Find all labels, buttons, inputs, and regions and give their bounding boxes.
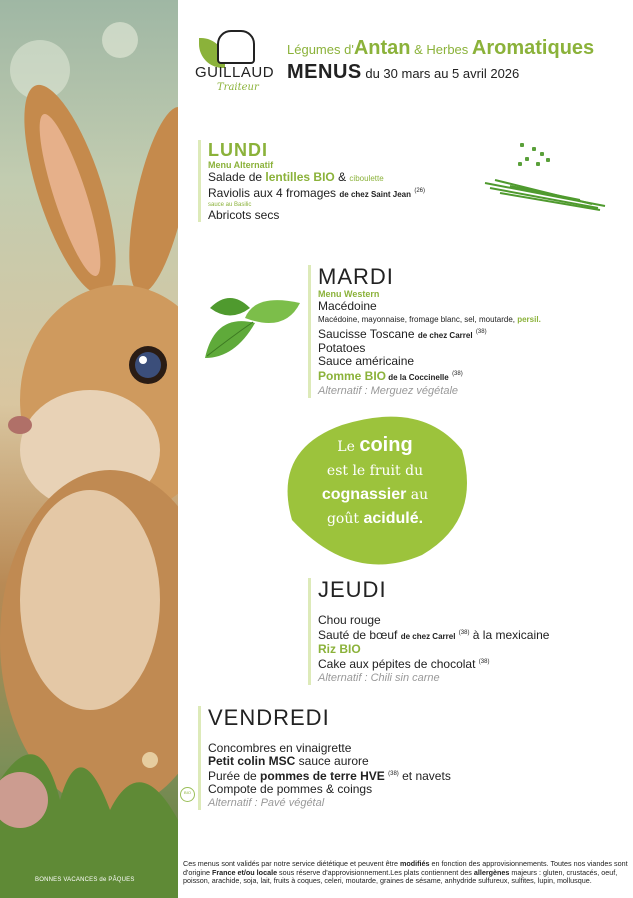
guillaud-logo (195, 30, 275, 100)
quince-fact-line: est le fruit du (326, 463, 424, 479)
quince-fact-line (290, 483, 460, 507)
dish-line (208, 755, 451, 768)
footer-text: sous réserve d'approvisionnement.Les plats contiennent des (277, 867, 474, 877)
dish-line (208, 171, 425, 185)
theme-text-4: Aromatiques (471, 37, 595, 59)
day-vendredi (198, 706, 451, 810)
dish-line: Riz BIO (318, 642, 361, 656)
dish-ref: (38) (458, 630, 470, 636)
footer-bold: modifiés (399, 859, 430, 868)
basil-illustration (195, 288, 305, 378)
fact-text: Le (337, 439, 360, 455)
alternative-dish: Alternatif : Merguez végétale (318, 385, 459, 397)
fact-highlight: acidulé. (363, 510, 424, 527)
dish-line (208, 185, 425, 201)
menus-word: MENUS (287, 61, 362, 83)
bio-badge-icon: BIO (180, 787, 195, 802)
dish-text: Sauté de bœuf (318, 628, 401, 642)
dish-highlight: Petit colin MSC (208, 754, 296, 768)
dish-text: à la mexicaine (469, 628, 550, 642)
dish-highlight: ciboulette (349, 174, 384, 183)
dish-text: Saucisse Toscane (318, 327, 418, 341)
dish-text: Raviolis aux 4 fromages (208, 186, 340, 200)
dish-origin: de chez Carrel (417, 331, 473, 340)
dish-text: et navets (398, 769, 451, 783)
chef-hat-icon (217, 30, 255, 64)
day-mardi (308, 265, 541, 398)
alternative-dish: Alternatif : Chili sin carne (318, 672, 440, 684)
dish-line: Abricots secs (208, 208, 280, 222)
easter-caption: BONNES VACANCES de PÂQUES (35, 877, 135, 883)
footer-text: majeurs : gluten, crustacés, oeuf, poisson, arachide, soja, lait, fruits à coques, celeri, moutarde, graines de sésame, anhydride sulfureux, sulfites, lupin, mollusque. (183, 867, 618, 885)
day-name-mardi: MARDI (318, 264, 394, 289)
dish-line: Compote de pommes & coings (208, 782, 373, 796)
quince-fact-line (290, 433, 460, 459)
theme-text-1: Légumes d' (287, 42, 354, 57)
dish-text: Salade de (208, 170, 266, 184)
footer-text: en fonction des approvisionnements. Toutes nos viandes sont d'origine (183, 859, 628, 877)
fact-text: goût (326, 511, 364, 527)
dish-line: Chou rouge (318, 613, 381, 627)
week-theme (287, 37, 594, 60)
dish-line: Sauce américaine (318, 354, 415, 368)
dish-note: sauce au Basilic (208, 202, 252, 208)
menu-tag-mardi: Menu Western (318, 289, 380, 299)
day-jeudi (308, 578, 549, 685)
dish-ref: (38) (452, 371, 463, 377)
dish-line (318, 627, 549, 643)
dish-highlight: lentilles BIO (265, 170, 335, 184)
dish-highlight: persil. (517, 315, 541, 324)
dish-line: Potatoes (318, 341, 366, 355)
logo-name: GUILLAUD (195, 64, 275, 81)
dish-line (318, 313, 541, 326)
quince-fact (290, 433, 460, 531)
dish-ref: (38) (388, 771, 399, 777)
dish-line: Macédoine (318, 299, 377, 313)
footer-bold: allergènes (473, 867, 510, 877)
dish-highlight: Pomme BIO (318, 369, 387, 383)
menus-title (287, 61, 519, 84)
logo-sub: Traiteur (217, 82, 259, 93)
fact-highlight: cognassier (321, 486, 407, 503)
day-name-jeudi: JEUDI (318, 577, 387, 602)
footer-text: Ces menus sont validés par notre service diététique et peuvent être (183, 859, 400, 868)
dish-ref: (26) (414, 188, 425, 194)
day-name-vendredi: VENDREDI (208, 705, 330, 730)
fact-highlight: coing (359, 434, 413, 456)
fact-text: au (406, 487, 429, 503)
dish-text: Cake aux pépites de chocolat (318, 657, 479, 671)
bunny-photo (0, 0, 178, 898)
dish-highlight: pommes de terre HVE (260, 769, 385, 783)
theme-text-2: Antan (353, 37, 411, 59)
dish-text: & (334, 170, 350, 184)
dish-line (318, 326, 541, 342)
day-name-lundi: LUNDI (208, 140, 268, 160)
alternative-dish: Alternatif : Pavé végétal (208, 797, 325, 809)
dish-ref: (38) (475, 329, 487, 335)
dish-line (318, 656, 549, 671)
dish-origin: de la Coccinelle (386, 373, 449, 382)
dish-text: Purée de (208, 769, 261, 783)
dish-text: Macédoine, mayonnaise, fromage blanc, sel, moutarde, (318, 315, 518, 324)
page-header (195, 25, 615, 105)
dish-ref: (38) (478, 659, 490, 665)
dish-origin: de chez Carrel (400, 632, 456, 641)
dish-line: Concombres en vinaigrette (208, 741, 352, 755)
allergen-footer (183, 860, 628, 886)
theme-text-3: & Herbes (410, 42, 472, 57)
date-range: du 30 mars au 5 avril 2026 (361, 66, 520, 81)
dish-line (318, 368, 541, 384)
dish-origin: de chez Saint Jean (339, 190, 411, 199)
chives-illustration (480, 138, 610, 213)
footer-bold: France et/ou locale (211, 867, 278, 877)
dish-text: sauce aurore (295, 754, 369, 768)
quince-fact-line (290, 507, 460, 531)
day-lundi (198, 140, 425, 222)
menu-tag-lundi: Menu Alternatif (208, 160, 274, 170)
dish-line (208, 768, 451, 783)
